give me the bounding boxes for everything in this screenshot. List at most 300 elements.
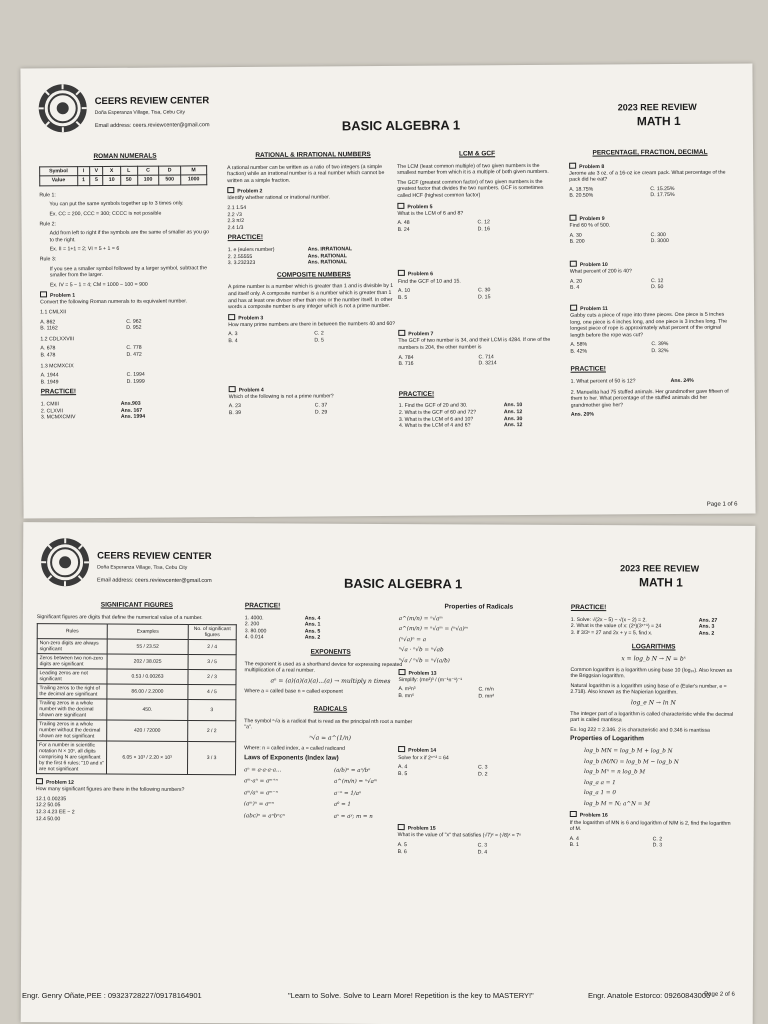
table-cell: Non-zero digits are always significant xyxy=(37,639,107,654)
choice: A. 678 xyxy=(40,345,56,352)
choice: B. 1162 xyxy=(40,325,58,332)
choice: D. 3000 xyxy=(650,238,669,245)
log-properties-list xyxy=(570,748,736,808)
rule-label: Rule 1: xyxy=(39,192,56,199)
choice: A. 10 xyxy=(397,287,411,295)
problem-title: Problem 9 xyxy=(569,214,731,223)
problem-text: How many prime numbers are there in between the numbers 40 and 60? xyxy=(228,320,396,328)
problem-text: How many significant figures are there in the following numbers? xyxy=(35,786,185,794)
practice-item xyxy=(571,378,733,386)
exponent-formula: aⁿ = (a)(a)(a)(a)...(a) → multiply n times xyxy=(270,677,391,685)
practice-question: 2. Manuelita had 75 stuffed animals. Her grandmother gave fifteen of them to her. What percentage of the stuffed animals did her grandmother give her? xyxy=(570,388,729,409)
table-cell: 1 xyxy=(77,176,90,186)
problem-text: What is the value of "x" that satisfies (√7)ˣ = (√8)ˣ = 7ˣ xyxy=(397,832,521,840)
choice: A. 20 xyxy=(569,278,583,285)
practice-answer: Ans. 2 xyxy=(698,630,715,637)
problem-text: The GCF of two number is 34, and their LCM is 4284. If one of the numbers is 204, the other number is xyxy=(398,337,551,351)
problem-title: Problem 13 xyxy=(399,669,559,678)
section-text: A rational number can be written as a ratio of two integers (a simple fraction) while an irrational number is a real number which cannot be written as a simple fraction. xyxy=(227,163,385,184)
choice: D. 29 xyxy=(314,409,328,416)
section-title: ROMAN NUMERALS xyxy=(93,152,157,161)
problem-title: Problem 6 xyxy=(398,269,558,278)
choices xyxy=(398,219,558,233)
table-cell: Trailing zeros in a whole number with the decimal shown are significant xyxy=(37,699,107,720)
rational-column xyxy=(227,150,401,421)
choice: D. 17.75% xyxy=(650,192,675,199)
choices xyxy=(40,345,212,359)
choice: B. 5 xyxy=(398,294,408,301)
choices xyxy=(40,318,212,332)
table-row xyxy=(37,720,236,742)
practice-answer: Ans. 12 xyxy=(503,409,523,416)
property-item: ⁿ√a / ⁿ√b = ⁿ√(a/b) xyxy=(398,658,450,665)
section-text: The GCF (greatest common factor) of two given numbers is the greatest factor that divides the two numbers. GCF is sometimes called HCF (highest common factor) xyxy=(397,178,544,199)
practice-answer: Ans. 20% xyxy=(570,412,594,419)
practice-item xyxy=(245,635,417,642)
choice: A. 23 xyxy=(228,403,241,410)
lcm-gcf-column xyxy=(397,149,559,430)
practice-answer: Ans. RATIONAL xyxy=(307,259,347,266)
problem-title: Problem 15 xyxy=(398,824,558,833)
choices xyxy=(398,287,558,301)
page-2 xyxy=(21,522,756,1024)
choice: D. 472 xyxy=(126,351,142,358)
section-title: Properties of Radicals xyxy=(444,603,514,611)
problem-text: Simplify: (mn²)³ / (m⁻¹n⁻¹)⁻¹ xyxy=(398,676,463,684)
problem-text: Solve for x if 2ˣ⁺² = 64 xyxy=(398,754,449,761)
law-item: a^(m/n) = ⁿ√aᵐ xyxy=(333,778,378,786)
table-cell: Leading zeros are not significant xyxy=(37,669,107,684)
section-text: The LCM (least common multiple) of two given numbers is the smallest number from which it is a multiple of both given numbers. xyxy=(397,162,549,177)
property-item: log_b MN = log_b M + log_b N xyxy=(584,747,673,755)
table-cell: 3 / 5 xyxy=(188,655,236,670)
choice: A. 4 xyxy=(569,835,579,842)
choice: C. 778 xyxy=(126,345,142,352)
property-item: a^(m/n) = ⁿ√aᵐ xyxy=(398,615,443,622)
table-cell: M xyxy=(180,165,206,175)
property-item: log_a 1 = 0 xyxy=(583,790,616,797)
review-label: 2023 REE REVIEW xyxy=(620,563,700,574)
problem-text: Jerome ate 3 oz. of a 16-oz ice cream pack. What percentage of the pack did he eat? xyxy=(569,169,726,184)
practice-answer: Ans. RATIONAL xyxy=(307,252,347,260)
table-cell: Symbol xyxy=(40,166,78,176)
practice-question: 1. 4000. xyxy=(244,614,264,621)
choice: C. 2 xyxy=(652,836,663,843)
table-row xyxy=(37,654,236,670)
choice: B. 39 xyxy=(228,409,241,417)
rule-example: Ex. CC = 200, CCC = 300; CCCC is not possible xyxy=(49,210,162,218)
practice-question: 4. What is the LCM of 4 and 6? xyxy=(398,422,471,430)
choices xyxy=(398,686,558,700)
practice-answer: Ans. 5 xyxy=(304,628,321,635)
choices xyxy=(569,185,731,199)
practice-title: PRACTICE! xyxy=(244,602,281,610)
table-cell: 2 / 4 xyxy=(188,640,236,655)
choice: A. 784 xyxy=(398,354,414,361)
table-cell: For a number in scientific notation N × 10ˣ, all digits comprising N are significant by the first 6 rules; "10 and x" are not significant xyxy=(36,741,106,774)
choices xyxy=(228,330,400,344)
table-cell: 4 / 5 xyxy=(188,685,236,700)
choice: D. 952 xyxy=(126,324,142,332)
law-item: (a/b)ⁿ = aⁿ/bⁿ xyxy=(334,767,371,774)
org-email: Email address: ceers.reviewcenter@gmail.com xyxy=(96,577,212,585)
org-address: Doña Esperanza Village, Tisa, Cebu City xyxy=(94,109,186,117)
choice: C. 39% xyxy=(651,341,669,348)
subject-label: MATH 1 xyxy=(636,113,681,129)
section-title: RADICALS xyxy=(313,705,348,713)
table-header: Rules xyxy=(37,624,107,639)
practice-question: 3. 80.000 xyxy=(244,628,267,635)
review-center-seal-icon xyxy=(39,536,91,588)
practice-question: 1. What percent of 50 is 12? xyxy=(570,378,636,385)
rule-label: Rule 2: xyxy=(39,220,56,227)
page-number: Page 2 of 6 xyxy=(704,991,735,998)
problem-title: Problem 2 xyxy=(227,186,399,195)
property-item: log_b M = N; a^N = M xyxy=(583,800,650,808)
choice: B. 1 xyxy=(569,842,579,849)
choice: A. 30 xyxy=(569,232,582,239)
table-cell: 420 / 72000 xyxy=(107,720,188,741)
law-item: (abc)ⁿ = aⁿbⁿcⁿ xyxy=(243,813,285,820)
choice: C. 300 xyxy=(650,231,666,238)
practice-title: PRACTICE! xyxy=(227,234,264,242)
list-item: 12.1 0.00235 xyxy=(35,796,67,803)
problem-title: Problem 1 xyxy=(40,291,212,300)
choice: A. 48 xyxy=(397,220,410,227)
section-text: Natural logarithm is a logarithm using base of e (Euler's number, e = 2.718). Also known as the Napierian logarithm. xyxy=(570,682,727,696)
problem-text: Find 60 % of 500. xyxy=(569,222,611,229)
choice: A. m²n³ xyxy=(398,686,416,693)
choice: C. 3 xyxy=(477,842,488,849)
choice: B. 4 xyxy=(569,284,580,291)
table-cell: 6.05 × 10³ / 2.20 × 10³ xyxy=(106,741,187,774)
choice: B. 20.50% xyxy=(569,193,594,200)
choices xyxy=(398,842,558,856)
table-cell: Zeros between two non-zero digits are significant xyxy=(37,654,107,669)
practice-item xyxy=(41,413,213,421)
practice-answer: Ans. 1 xyxy=(304,621,321,628)
table-cell: 3 / 3 xyxy=(187,742,235,775)
practice-item xyxy=(399,422,559,430)
choices xyxy=(570,231,732,245)
radical-properties-list xyxy=(399,616,559,666)
rule-text: If you see a smaller symbol followed by a larger symbol, subtract the smaller from the larger. xyxy=(49,264,207,279)
choice: D. 3 xyxy=(652,842,663,849)
choice: A. 862 xyxy=(40,318,56,326)
list-item: 12.4 50.00 xyxy=(35,815,61,822)
property-item: log_a a = 1 xyxy=(583,779,616,786)
choice: A. 5 xyxy=(397,842,407,849)
property-item: (ⁿ√a)ⁿ = a xyxy=(398,636,427,643)
problem-text: If the logarithm of MN is 6 and logarithm of N/M is 2, find the logarithm of M. xyxy=(569,819,731,833)
question: 1.3 MCMXCIX xyxy=(40,362,74,369)
choice: D. 2 xyxy=(477,771,488,778)
problem-title: Problem 4 xyxy=(229,385,401,394)
practice-question: 2. CLXVII xyxy=(40,407,64,414)
choice: B. 716 xyxy=(398,361,414,368)
practice-question: 3. MCMXCMIV xyxy=(40,414,76,421)
table-header: No. of significant figures xyxy=(188,625,236,640)
rule-text: You can put the same symbols together up to 3 times only. xyxy=(49,200,184,208)
practice-answer: Ans. 1994 xyxy=(120,413,146,420)
page-header xyxy=(37,536,742,602)
page-number: Page 1 of 6 xyxy=(706,501,738,508)
choice: B. 200 xyxy=(569,238,585,246)
list-item: 2.2 √3 xyxy=(227,211,242,218)
rule-text: Add from left to right if the symbols are the same of smaller as you go to the right. xyxy=(49,229,210,244)
practice-item xyxy=(571,630,737,637)
law-item: a⁰ = 1 xyxy=(333,801,351,809)
choice: A. 3 xyxy=(228,331,238,338)
choices xyxy=(41,371,213,385)
choice: D. 5 xyxy=(314,337,324,344)
table-cell: 500 xyxy=(159,175,181,185)
section-title: RATIONAL & IRRATIONAL NUMBERS xyxy=(255,151,371,159)
practice-question: 1. Find the GCF of 20 and 30. xyxy=(398,402,468,410)
table-cell: V xyxy=(90,166,103,176)
choice: A. 18.75% xyxy=(569,186,594,193)
list-item: 2.3 π/2 xyxy=(227,218,245,225)
choice: C. 3 xyxy=(478,764,488,771)
list-item: 2.4 1/3 xyxy=(227,224,244,231)
table-row xyxy=(37,639,236,655)
problem-text: Which of the following is not a prime number? xyxy=(228,393,334,400)
exponents-column xyxy=(244,601,417,823)
footer-contact-left: Engr. Genry Oñate,PEE : 09323728227/09178164901 xyxy=(22,991,202,1000)
section-text: Common logarithm is a logarithm using base 10 (log₁₀). Also known as the Briggsian logarithm. xyxy=(570,666,733,680)
table-cell: 2 / 3 xyxy=(188,670,236,685)
practice-question: 2. What is the value of x: (2ˣ)(3ˣ⁺¹) = 24 xyxy=(570,623,662,630)
table-cell: I xyxy=(77,166,90,176)
problem-title: Problem 11 xyxy=(570,303,732,312)
problem-text: Identify whether rational or irrational number. xyxy=(227,194,331,202)
section-text: A prime number is a number which is greater than 1 and is divisible by 1 and itself only. A composite number is a number which is greater than 1 and has at least one divisor other than one or the number itself. In other words a composite number is any integer which is not a prime number. xyxy=(227,283,394,311)
log-formula: x = log_b N → N = bˣ xyxy=(621,655,686,663)
choices xyxy=(398,353,558,367)
table-cell: X xyxy=(103,166,120,176)
choices xyxy=(229,402,401,416)
choice: C. 12 xyxy=(650,277,664,284)
list-item: 12.3 4.23 EE − 2 xyxy=(35,809,75,816)
choice: C. 15.25% xyxy=(650,185,675,193)
practice-question: 3. If 3/3ˣ = 27 and 2x + y = 5, find x. xyxy=(570,629,653,637)
choice: C. 962 xyxy=(126,318,142,325)
choice: B. 6 xyxy=(397,848,407,855)
practice-title: PRACTICE! xyxy=(570,603,607,612)
rule-example: Ex. II = 1+1 = 2; VI = 5 + 1 = 6 xyxy=(49,246,120,253)
property-item: log_b (M/N) = log_b M − log_b N xyxy=(584,758,679,766)
section-text: The symbol ⁿ√a is a radical that is read as the principal nth root a number "a". xyxy=(244,717,413,731)
page-header xyxy=(35,78,740,145)
table-cell: D xyxy=(159,166,181,176)
question: 1.2 CDLXXVIII xyxy=(40,335,75,343)
page-1 xyxy=(20,63,755,518)
choice: D. 3214 xyxy=(478,360,497,367)
problem-text: What percent of 200 is 40? xyxy=(569,268,632,275)
table-header: Examples xyxy=(107,624,188,639)
practice-question: 1. CMIII xyxy=(40,401,59,408)
choices xyxy=(398,764,558,778)
practice-answer: Ans. IRRATIONAL xyxy=(307,246,353,253)
choice: B. 4 xyxy=(228,338,238,345)
section-text: Significant figures are digits that define the numerical value of a number. xyxy=(36,613,203,621)
section-title: COMPOSITE NUMBERS xyxy=(277,271,351,279)
practice-question: 2. What is the GCF of 60 and 72? xyxy=(398,409,477,416)
choice: B. 5 xyxy=(397,770,408,777)
table-row xyxy=(37,684,236,700)
practice-question: 1. e (eulers number) xyxy=(227,246,275,254)
choice: C. m/n xyxy=(478,686,494,693)
table-cell: 5 xyxy=(90,176,103,186)
practice-answer: Ans. 4 xyxy=(304,615,321,622)
practice-answer: Ans. 24% xyxy=(670,377,694,385)
section-title: PERCENTAGE, FRACTION, DECIMAL xyxy=(592,148,708,157)
problem-title: Problem 3 xyxy=(228,313,400,322)
law-item: aᵐ/aⁿ = aᵐ⁻ⁿ xyxy=(243,789,278,797)
section-title: LCM & GCF xyxy=(458,150,496,158)
table-cell: 55 / 23.52 xyxy=(107,639,188,654)
practice-answer: Ans. 10 xyxy=(503,402,523,409)
practice-question: 1. Solve: √(2x − 5) − √(x − 2) = 2. xyxy=(570,616,647,623)
practice-item xyxy=(228,259,400,267)
practice-answer: Ans.903 xyxy=(120,400,141,407)
rule-example: Ex. IV = 5 − 1 = 4; CM = 1000 − 100 = 900 xyxy=(49,281,148,289)
table-cell: 100 xyxy=(137,175,159,185)
section-text: The integer part of a logarithm is called characteristic while the decimal part is called mantissa xyxy=(570,710,734,724)
practice-question: 2. 200 xyxy=(244,621,260,628)
ln-formula: log_e N → ln N xyxy=(630,699,676,707)
practice-answer: Ans. 2 xyxy=(304,634,321,642)
radical-formula: ⁿ√a = a^(1/n) xyxy=(309,734,352,742)
problem-title: Problem 16 xyxy=(570,811,736,820)
choice: B. mn⁵ xyxy=(398,692,415,699)
table-cell: 0.53 / 0.00263 xyxy=(107,669,188,684)
practice-title: PRACTICE! xyxy=(40,388,77,396)
table-cell: Trailing zeros to the right of the decimal are significant xyxy=(37,684,107,699)
choices xyxy=(570,341,732,355)
problem-title: Problem 14 xyxy=(398,746,558,755)
choice: C. 30 xyxy=(477,287,491,294)
footer-motto: "Learn to Solve. Solve to Learn More! Repetition is the key to MASTERY!" xyxy=(288,991,534,1000)
practice-answer: Ans. 27 xyxy=(698,617,718,624)
table-cell: 10 xyxy=(103,176,120,186)
choice: C. 12 xyxy=(477,219,490,226)
practice-title: PRACTICE! xyxy=(570,365,606,374)
practice-question: 4. 0.014 xyxy=(244,634,264,641)
choice: A. 58% xyxy=(570,341,588,349)
choice: B. 478 xyxy=(40,352,56,359)
document-title: BASIC ALGEBRA 1 xyxy=(343,575,463,592)
table-cell: 3 xyxy=(188,700,236,721)
table-cell: 2 / 2 xyxy=(188,721,236,742)
section-title: SIGNIFICANT FIGURES xyxy=(100,601,174,609)
table-row xyxy=(37,699,236,721)
question: 1.1 CMLXII xyxy=(40,309,67,316)
choice: C. 37 xyxy=(314,402,328,409)
list-item: 2.1 1.54 xyxy=(227,205,247,212)
law-item: aⁿ = a·a·a·a... xyxy=(244,766,282,773)
choice: B. 1949 xyxy=(40,379,59,386)
choice: D. 32% xyxy=(651,347,669,355)
choice: D. 16 xyxy=(477,226,490,233)
significant-figures-column xyxy=(36,600,237,823)
footer-contact-right: Engr. Anatole Estorco: 09260843006 xyxy=(588,991,711,1000)
practice-answer: Ans. 30 xyxy=(503,415,523,422)
choice: D. 15 xyxy=(478,294,491,301)
org-email: Email address: ceers.reviewcenter@gmail.com xyxy=(94,122,210,130)
section-text: The exponent is used as a shorthand device for expressing repeated multiplication of a real number. xyxy=(244,660,403,674)
table-cell: C xyxy=(137,166,159,176)
practice-answer: Ans. 12 xyxy=(503,422,523,429)
practice-answer: Ans. 3 xyxy=(698,623,715,630)
section-title: LOGARITHMS xyxy=(631,643,676,651)
problem-title: Problem 10 xyxy=(570,260,732,269)
problem-text: Gabby cuts a piece of rope into three pieces. One piece is 5 inches long, one piece is 4 inches long, and one piece is 3 inches long. The longest piece of rope is approximately what percent of the original length before the rope was cut? xyxy=(570,311,728,339)
problem-text: What is the LCM of 6 and 8? xyxy=(397,210,464,217)
choice: A. 4 xyxy=(398,764,408,771)
choice: B. 42% xyxy=(570,348,588,355)
definition: Where a = called base n = called exponent xyxy=(244,688,343,696)
table-cell: Trailing zeros in a whole number without the decimal shown are not significant xyxy=(37,720,107,741)
choice: D. 4 xyxy=(477,849,488,856)
table-cell: Value xyxy=(40,176,78,186)
choice: D. 50 xyxy=(650,284,664,291)
choice: D. mn² xyxy=(478,693,494,700)
law-item: aˣ = aʸ; m = n xyxy=(333,813,373,820)
choice: A. 1944 xyxy=(40,372,59,379)
practice-question: 3. 3.232323 xyxy=(227,260,256,267)
practice-question: 2. 2.55555 xyxy=(227,253,253,260)
review-label: 2023 REE REVIEW xyxy=(617,101,697,113)
property-item: ⁿ√a · ⁿ√b = ⁿ√ab xyxy=(398,647,444,654)
page-footer xyxy=(0,985,768,1005)
practice-question: 3. What is the LCM of 6 and 10? xyxy=(398,415,474,423)
choices xyxy=(570,836,736,850)
table-cell: 86.00 / 2.2000 xyxy=(107,684,188,699)
choices xyxy=(570,277,732,291)
choice: C. 714 xyxy=(478,353,494,360)
definition: Where: n = called index, a = called radicand xyxy=(244,745,346,753)
table-cell: L xyxy=(120,166,137,176)
rule-label: Rule 3: xyxy=(39,256,57,263)
property-item: log_b Mⁿ = n log_b M xyxy=(583,769,646,776)
law-item: aᵐ·aⁿ = aᵐ⁺ⁿ xyxy=(243,778,278,785)
radical-properties-column xyxy=(398,602,559,860)
roman-numerals-column xyxy=(39,151,213,421)
problem-text: Convert the following Roman numerals to its equivalent number. xyxy=(40,298,188,306)
section-title: EXPONENTS xyxy=(310,648,351,656)
logarithms-column xyxy=(570,603,737,854)
section-title: Laws of Exponents (Index law) xyxy=(244,754,339,762)
choice: D. 1999 xyxy=(126,378,145,385)
section-title: Properties of Logarithm xyxy=(570,735,644,743)
problem-title: Problem 5 xyxy=(397,201,557,210)
review-center-seal-icon xyxy=(37,82,89,134)
choice: B. 24 xyxy=(397,226,410,233)
section-text: Ex. log 222 = 2.346. 2 is characteristic and 0.346 is mantissa xyxy=(570,726,710,734)
law-item: a⁻ⁿ = 1/aⁿ xyxy=(333,790,362,797)
problem-title: Problem 7 xyxy=(398,329,558,338)
property-item: a^(m/n) = ⁿ√aᵐ = (ⁿ√a)ᵐ xyxy=(398,626,469,633)
choice: C. 1994 xyxy=(126,371,145,378)
practice-answer: Ans. 167 xyxy=(120,407,143,414)
document-title: BASIC ALGEBRA 1 xyxy=(341,117,461,134)
org-name: CEERS REVIEW CENTER xyxy=(97,550,212,563)
list-item: 12.2 50.05 xyxy=(35,802,61,809)
table-row xyxy=(36,741,235,775)
roman-table xyxy=(39,165,207,186)
org-name: CEERS REVIEW CENTER xyxy=(94,95,210,108)
